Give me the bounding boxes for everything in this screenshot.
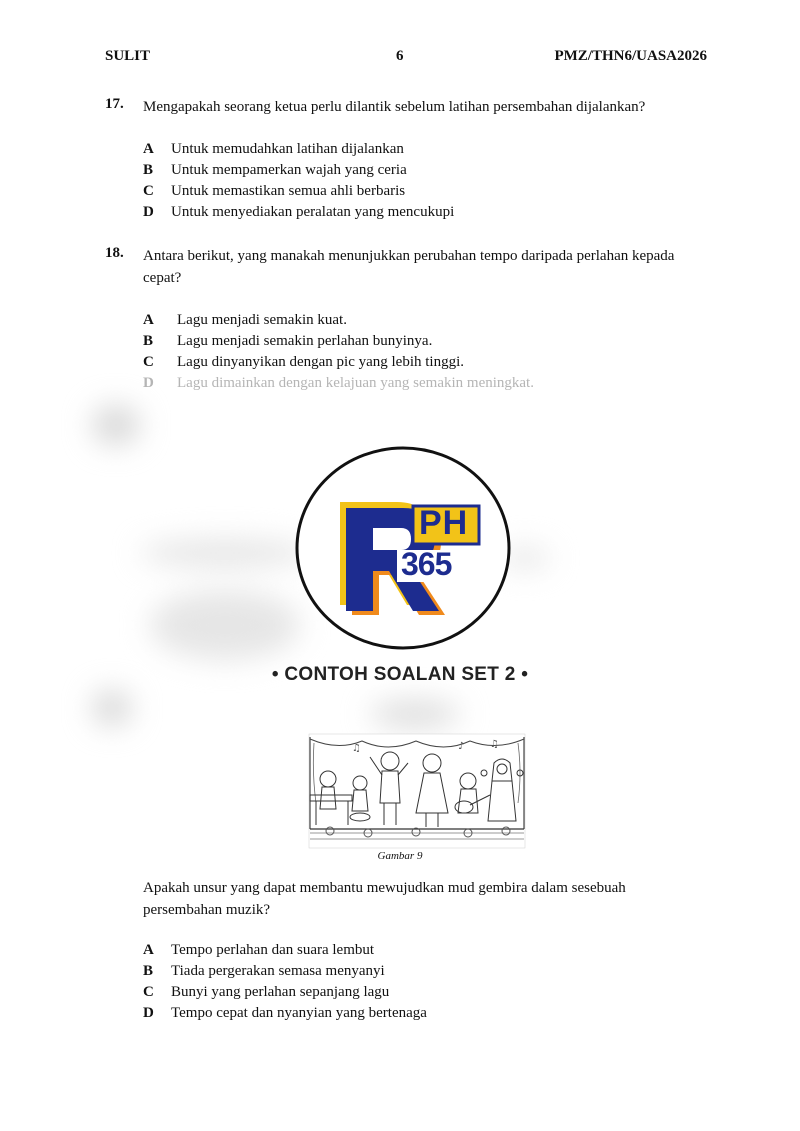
option-letter: C — [143, 984, 154, 1000]
option-text: Tiada pergerakan semasa menyanyi — [171, 963, 385, 979]
option-text: Tempo perlahan dan suara lembut — [171, 942, 375, 958]
figure-caption: Gambar 9 — [377, 850, 423, 862]
option-letter: D — [143, 375, 154, 391]
option-text: Untuk memudahkan latihan dijalankan — [171, 141, 404, 157]
option-text: Lagu menjadi semakin perlahan bunyinya. — [177, 333, 433, 349]
svg-text:♫: ♫ — [490, 739, 499, 750]
blurred-region — [370, 700, 460, 728]
figure-illustration — [308, 733, 526, 849]
blurred-region — [92, 690, 132, 726]
blurred-region — [92, 405, 140, 445]
logo-number: 365 — [401, 546, 452, 582]
blurred-region — [150, 590, 300, 660]
page-number: 6 — [396, 48, 404, 64]
question-18-number: 18. — [105, 245, 124, 261]
rph365-logo — [293, 446, 513, 651]
set-banner: • CONTOH SOALAN SET 2 • — [271, 664, 529, 685]
question-18-text: Antara berikut, yang manakah menunjukkan perubahan tempo daripada perlahan kepada cepat? — [143, 248, 675, 286]
header-right: PMZ/THN6/UASA2026 — [554, 48, 707, 64]
question-17-number: 17. — [105, 96, 124, 112]
option-letter: D — [143, 1005, 154, 1021]
option-letter: A — [143, 141, 154, 157]
option-letter: B — [143, 333, 154, 349]
option-letter: B — [143, 162, 154, 178]
svg-text:♪: ♪ — [458, 741, 465, 752]
option-text: Tempo cepat dan nyanyian yang bertenaga — [171, 1005, 427, 1021]
option-letter: D — [143, 204, 154, 220]
question-17-text: Mengapakah seorang ketua perlu dilantik sebelum latihan persembahan dijalankan? — [143, 99, 646, 115]
option-text: Bunyi yang perlahan sepanjang lagu — [171, 984, 390, 1000]
option-letter: C — [143, 183, 154, 199]
option-letter: C — [143, 354, 154, 370]
logo-letters: PH — [419, 504, 469, 542]
option-text: Untuk memastikan semua ahli berbaris — [171, 183, 406, 199]
option-text: Lagu menjadi semakin kuat. — [177, 312, 347, 328]
option-letter: A — [143, 942, 154, 958]
option-text: Lagu dinyanyikan dengan pic yang lebih tinggi. — [177, 354, 465, 370]
performance-illustration — [308, 733, 526, 849]
option-text: Untuk menyediakan peralatan yang mencukupi — [171, 204, 455, 220]
option-letter: B — [143, 963, 154, 979]
svg-text:♫: ♫ — [352, 743, 361, 754]
option-text: Lagu dimainkan dengan kelajuan yang semakin meningkat. — [177, 375, 534, 391]
header-left: SULIT — [105, 48, 151, 64]
option-text: Untuk mempamerkan wajah yang ceria — [171, 162, 407, 178]
question-19-text: Apakah unsur yang dapat membantu mewujudkan mud gembira dalam sesebuah persembahan muzik? — [143, 880, 626, 918]
option-letter: A — [143, 312, 154, 328]
blurred-region — [140, 540, 310, 566]
